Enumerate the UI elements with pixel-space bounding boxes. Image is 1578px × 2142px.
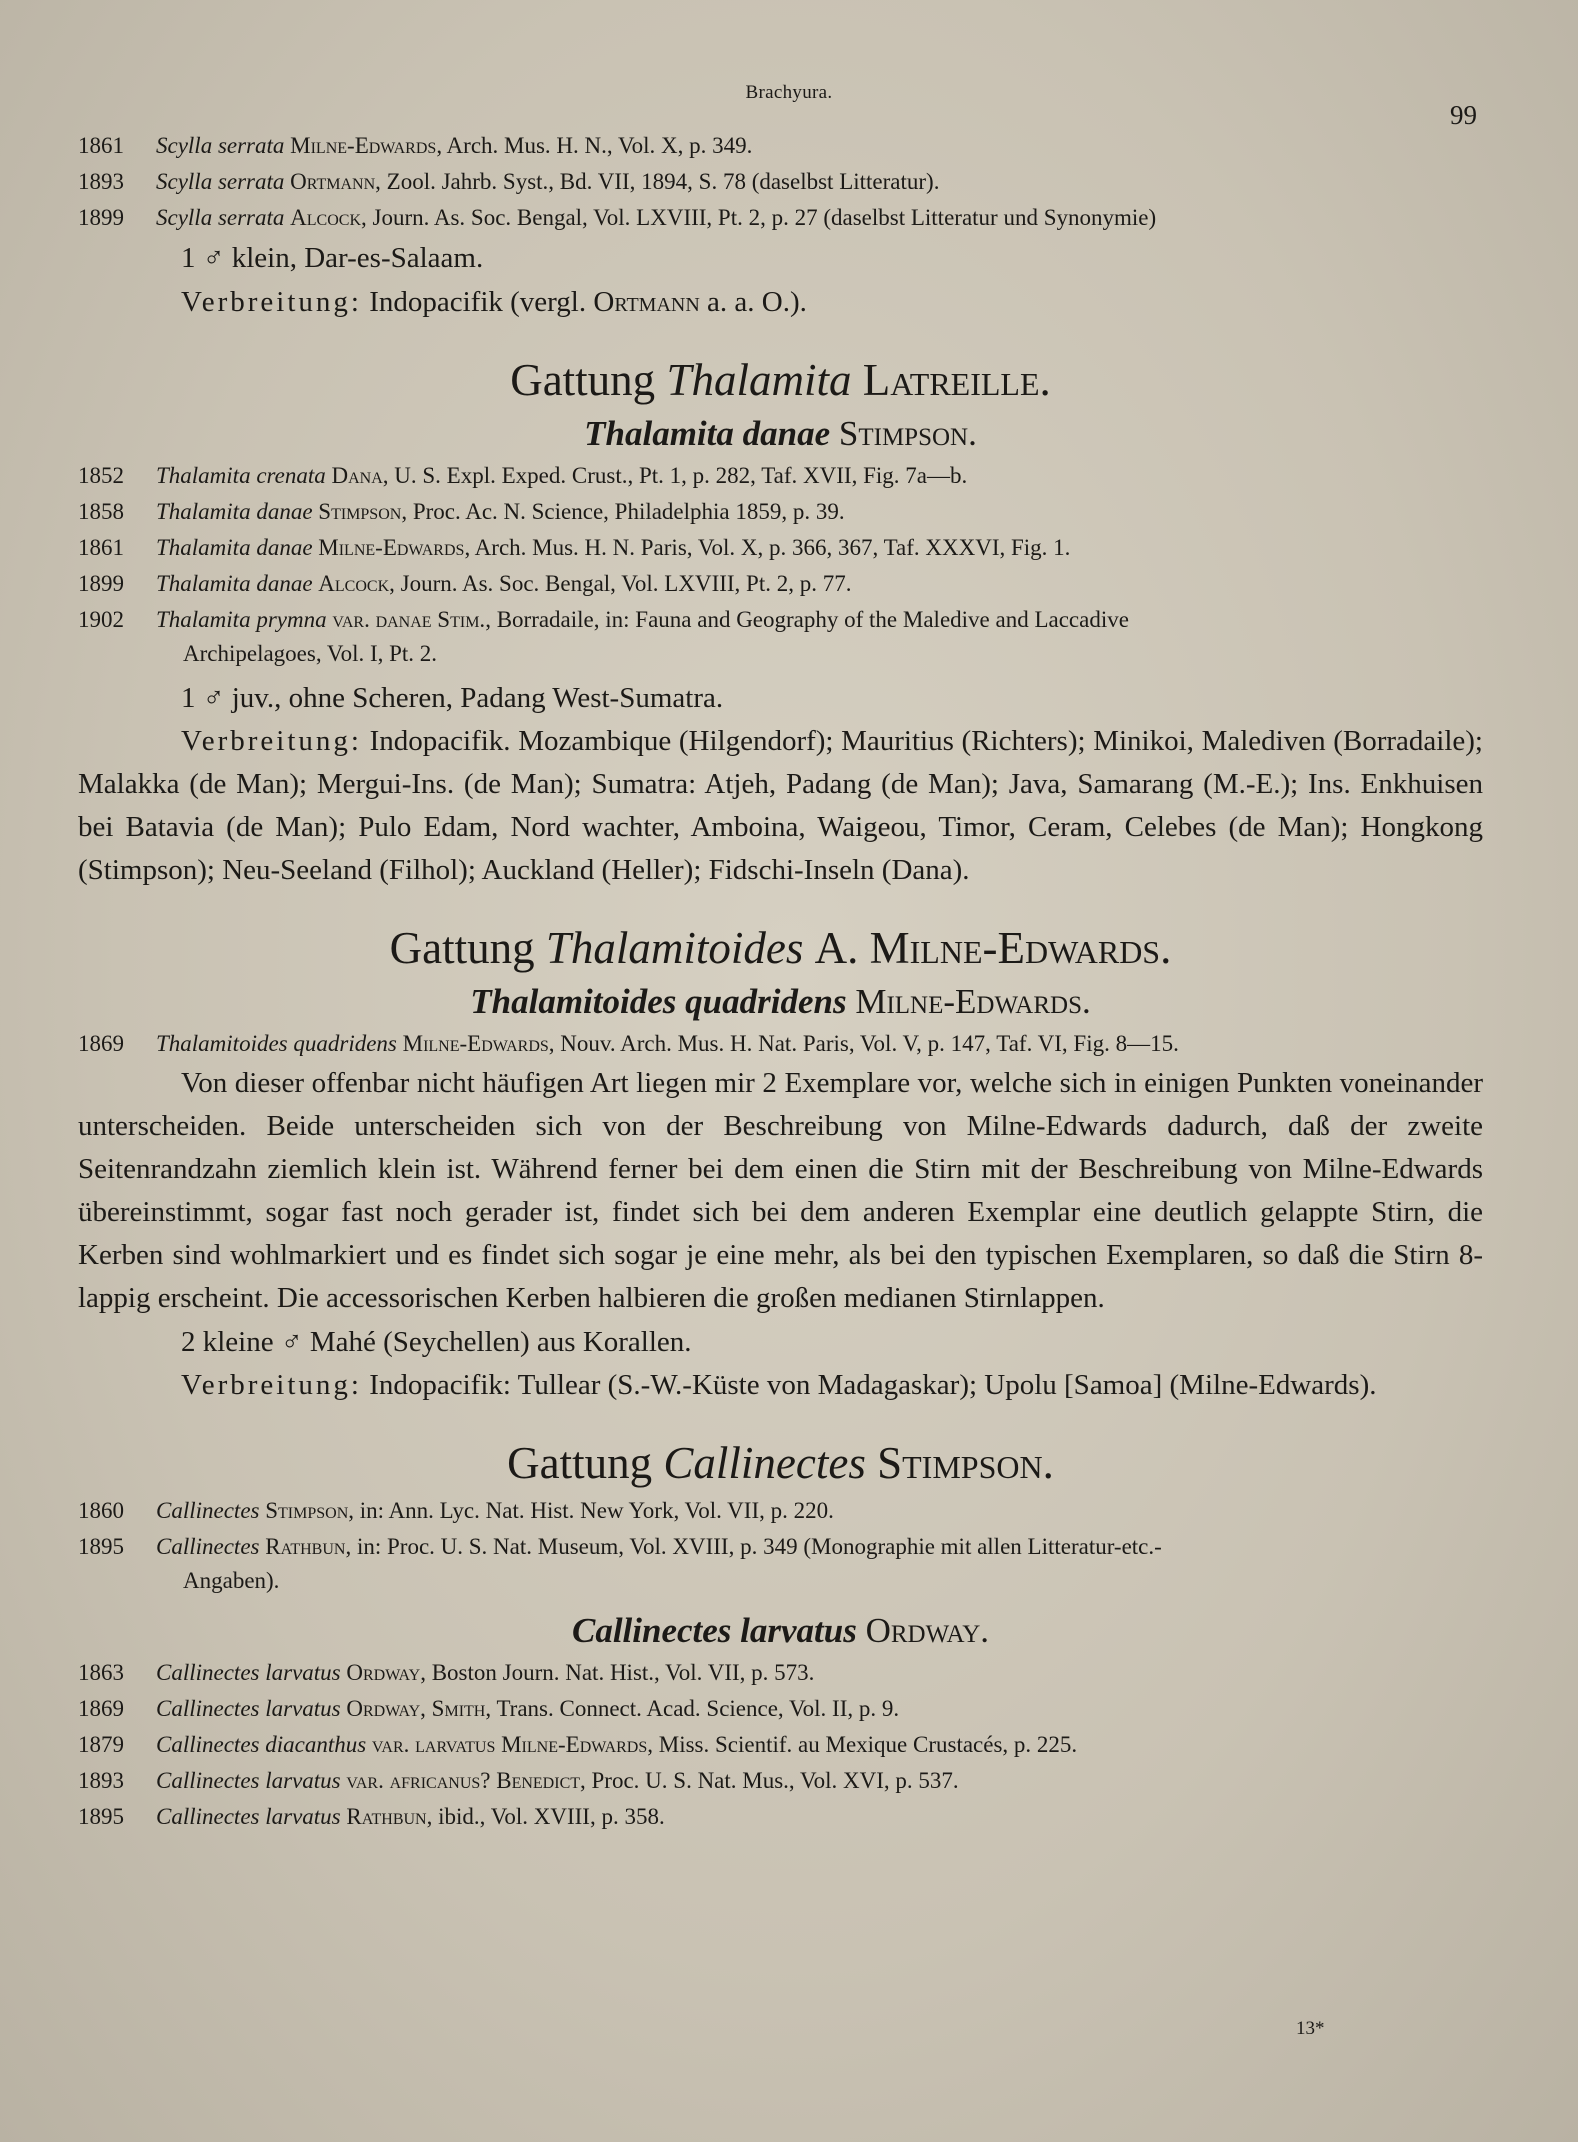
ref-taxon: Callinectes xyxy=(156,1498,260,1523)
reference-entry xyxy=(78,128,1483,164)
running-header: Brachyura. xyxy=(745,82,833,103)
distribution-label: Verbreitung: xyxy=(181,1369,362,1401)
ref-taxon: Scylla serrata xyxy=(156,205,285,230)
ref-taxon: Thalamita danae xyxy=(156,535,313,560)
thalamita-reference-list xyxy=(78,458,1483,670)
species-heading-thalamitoides-quadridens xyxy=(78,978,1483,1026)
ref-citation: , Boston Journ. Nat. Hist., Vol. VII, p. 573. xyxy=(420,1660,815,1685)
ref-citation: , ibid., Vol. XVIII, p. 358. xyxy=(426,1804,665,1829)
genus-word: Gattung xyxy=(510,355,656,405)
genus-author: Latreille. xyxy=(862,355,1051,405)
thalamitoides-reference-list xyxy=(78,1026,1483,1062)
ref-taxon: Callinectes larvatus xyxy=(156,1804,341,1829)
ref-citation: , Journ. As. Soc. Bengal, Vol. LXVIII, Pt. 2, p. 77. xyxy=(389,571,852,596)
ref-citation: , Proc. Ac. N. Science, Philadelphia 1859, p. 39. xyxy=(401,499,845,524)
genus-word: Gattung xyxy=(389,923,535,973)
ref-author: Dana xyxy=(331,463,383,488)
ref-citation: , Journ. As. Soc. Bengal, Vol. LXVIII, Pt. 2, p. 27 (daselbst Litteratur und Synonymie) xyxy=(361,205,1157,230)
signature-mark: 13* xyxy=(1296,2018,1325,2039)
ref-year: 1860 xyxy=(78,1498,124,1523)
ref-author: Ortmann xyxy=(290,169,376,194)
reference-entry xyxy=(78,164,1483,200)
callinectes-genus-reference-list xyxy=(78,1493,1483,1597)
reference-entry xyxy=(78,1763,1483,1799)
ref-author: Ordway, Smith xyxy=(346,1696,486,1721)
ref-taxon: Thalamita danae xyxy=(156,499,313,524)
ref-citation: , Nouv. Arch. Mus. H. Nat. Paris, Vol. V, p. 147, Taf. VI, Fig. 8—15. xyxy=(548,1031,1179,1056)
ref-year: 1893 xyxy=(78,169,124,194)
ref-year: 1893 xyxy=(78,1768,124,1793)
material-note: 2 kleine ♂ Mahé (Seychellen) aus Korallen. xyxy=(181,1326,692,1358)
ref-author: Rathbun xyxy=(346,1804,427,1829)
ref-author: Stimpson xyxy=(318,499,402,524)
ref-citation: , Borradaile, in: Fauna and Geography of the Maledive and Laccadive xyxy=(485,607,1129,632)
species-name: Thalamita danae xyxy=(584,414,831,453)
ref-citation: , U. S. Expl. Exped. Crust., Pt. 1, p. 282, Taf. XVII, Fig. 7a—b. xyxy=(382,463,968,488)
distribution-paragraph xyxy=(78,1364,1483,1407)
ref-year: 1879 xyxy=(78,1732,124,1757)
ref-year: 1899 xyxy=(78,205,124,230)
ref-year: 1858 xyxy=(78,499,124,524)
reference-entry xyxy=(78,1727,1483,1763)
scylla-reference-list xyxy=(78,128,1483,236)
ref-taxon: Callinectes larvatus xyxy=(156,1696,341,1721)
distribution-text: Indopacifik (vergl. xyxy=(361,286,594,318)
ref-author: Milne-Edwards xyxy=(290,133,437,158)
reference-entry xyxy=(78,1026,1483,1062)
ref-citation: , Proc. U. S. Nat. Mus., Vol. XVI, p. 537. xyxy=(580,1768,959,1793)
reference-entry xyxy=(78,458,1483,494)
distribution-author: Ortmann xyxy=(593,286,700,318)
ref-citation: , in: Proc. U. S. Nat. Museum, Vol. XVIII, p. 349 (Monographie mit allen Litteratur-etc.- xyxy=(345,1534,1162,1559)
genus-heading-thalamitoides xyxy=(78,918,1483,978)
reference-entry xyxy=(78,1691,1483,1727)
reference-entry xyxy=(78,1493,1483,1529)
ref-taxon: Thalamita prymna xyxy=(156,607,327,632)
distribution-note xyxy=(78,280,1483,324)
reference-entry xyxy=(78,602,1483,638)
ref-taxon: Callinectes diacanthus xyxy=(156,1732,367,1757)
ref-author: Stimpson xyxy=(265,1498,349,1523)
reference-continuation: Archipelagoes, Vol. I, Pt. 2. xyxy=(183,641,438,666)
ref-year: 1852 xyxy=(78,463,124,488)
ref-year: 1895 xyxy=(78,1534,124,1559)
ref-taxon: Thalamitoides quadridens xyxy=(156,1031,397,1056)
ref-year: 1902 xyxy=(78,607,124,632)
material-note: 1 ♂ klein, Dar-es-Salaam. xyxy=(181,242,484,274)
species-heading-callinectes-larvatus xyxy=(78,1607,1483,1655)
reference-entry xyxy=(78,530,1483,566)
distribution-label: Verbreitung: xyxy=(181,286,362,318)
genus-heading-thalamita xyxy=(78,350,1483,410)
ref-year: 1895 xyxy=(78,1804,124,1829)
ref-taxon: Scylla serrata xyxy=(156,169,285,194)
description-paragraph: Von dieser offenbar nicht häufigen Art liegen mir 2 Exemplare vor, welche sich in einigen Punkten voneinander unterscheiden. Beide unterscheiden sich von der Beschreibung von Milne-Edwards dadurch, daß der zweite Seitenrandzahn ziemlich klein ist. Während ferner bei dem einen die Stirn mit der Beschreibung von Milne-Edwards übereinstimmt, sogar fast noch gerader ist, findet sich bei dem anderen Exemplar eine deutlich gelappte Stirn, die Kerben sind wohlmarkiert und es findet sich sogar je eine mehr, als bei den typischen Exemplaren, so daß die Stirn 8-lappig erscheint. Die accessorischen Kerben halbieren die großen medianen Stirnlappen. xyxy=(78,1067,1483,1314)
species-name: Callinectes larvatus xyxy=(571,1611,857,1650)
ref-author: Milne-Edwards xyxy=(318,535,465,560)
ref-author: Rathbun xyxy=(265,1534,346,1559)
page-number: 99 xyxy=(1450,100,1477,130)
distribution-text: Indopacifik. Mozambique (Hilgendorf); Mauritius (Richters); Minikoi, Malediven (Borradaile); Malakka (de Man); Mergui-Ins. (de Man); Sumatra: Atjeh, Padang (de Man); Java, Samarang (M.-E.); Ins. Enkhuisen bei Batavia (de Man); Pulo Edam, Nord wachter, Amboina, Waigeou, Timor, Ceram, Celebes (de Man); Hongkong (Stimpson); Neu-Seeland (Filhol); Auckland (Heller); Fidschi-Inseln (Dana). xyxy=(78,725,1483,886)
ref-year: 1899 xyxy=(78,571,124,596)
distribution-paragraph xyxy=(78,720,1483,892)
page-body xyxy=(78,128,1483,1835)
ref-taxon: Callinectes xyxy=(156,1534,260,1559)
material-note: 1 ♂ juv., ohne Scheren, Padang West-Sumatra. xyxy=(181,682,724,714)
ref-year: 1869 xyxy=(78,1031,124,1056)
genus-author: A. Milne-Edwards. xyxy=(814,923,1172,973)
reference-entry xyxy=(78,1655,1483,1691)
ref-citation: , Zool. Jahrb. Syst., Bd. VII, 1894, S. 78 (daselbst Litteratur). xyxy=(375,169,940,194)
species-author: Ordway. xyxy=(865,1611,990,1650)
distribution-text-end: a. a. O.). xyxy=(699,286,807,318)
ref-author: Alcock xyxy=(318,571,390,596)
ref-taxon: Thalamita crenata xyxy=(156,463,326,488)
ref-author: var. danae Stim. xyxy=(332,607,486,632)
genus-name: Callinectes xyxy=(663,1438,866,1488)
ref-citation: , Arch. Mus. H. N., Vol. X, p. 349. xyxy=(436,133,753,158)
ref-author: var. larvatus Milne-Edwards xyxy=(371,1732,648,1757)
callinectes-reference-list xyxy=(78,1655,1483,1835)
species-author: Stimpson. xyxy=(838,414,977,453)
reference-entry xyxy=(78,566,1483,602)
ref-year: 1861 xyxy=(78,133,124,158)
reference-entry xyxy=(78,1799,1483,1835)
ref-taxon: Scylla serrata xyxy=(156,133,285,158)
genus-word: Gattung xyxy=(507,1438,653,1488)
ref-year: 1863 xyxy=(78,1660,124,1685)
ref-taxon: Callinectes larvatus xyxy=(156,1660,341,1685)
ref-year: 1861 xyxy=(78,535,124,560)
reference-entry xyxy=(78,494,1483,530)
ref-year: 1869 xyxy=(78,1696,124,1721)
ref-taxon: Callinectes larvatus xyxy=(156,1768,341,1793)
genus-name: Thalamitoides xyxy=(545,923,804,973)
reference-continuation: Angaben). xyxy=(183,1568,280,1593)
reference-entry xyxy=(78,200,1483,236)
species-heading-thalamita-danae xyxy=(78,410,1483,458)
ref-author: Milne-Edwards xyxy=(402,1031,549,1056)
ref-citation: , Trans. Connect. Acad. Science, Vol. II, p. 9. xyxy=(485,1696,900,1721)
ref-taxon: Thalamita danae xyxy=(156,571,313,596)
ref-author: Alcock xyxy=(290,205,361,230)
genus-author: Stimpson. xyxy=(877,1438,1054,1488)
distribution-text: Indopacifik: Tullear (S.-W.-Küste von Madagaskar); Upolu [Samoa] (Milne-Edwards). xyxy=(361,1369,1377,1401)
species-author: Milne-Edwards. xyxy=(855,982,1091,1021)
distribution-label: Verbreitung: xyxy=(181,725,362,757)
reference-entry xyxy=(78,1529,1483,1565)
ref-citation: , Miss. Scientif. au Mexique Crustacés, p. 225. xyxy=(647,1732,1078,1757)
genus-name: Thalamita xyxy=(666,355,852,405)
ref-citation: , Arch. Mus. H. N. Paris, Vol. X, p. 366, 367, Taf. XXXVI, Fig. 1. xyxy=(464,535,1071,560)
ref-citation: , in: Ann. Lyc. Nat. Hist. New York, Vol. VII, p. 220. xyxy=(348,1498,834,1523)
ref-author: var. africanus? Benedict xyxy=(346,1768,581,1793)
species-name: Thalamitoides quadridens xyxy=(470,982,847,1021)
genus-heading-callinectes xyxy=(78,1433,1483,1493)
ref-author: Ordway xyxy=(346,1660,421,1685)
